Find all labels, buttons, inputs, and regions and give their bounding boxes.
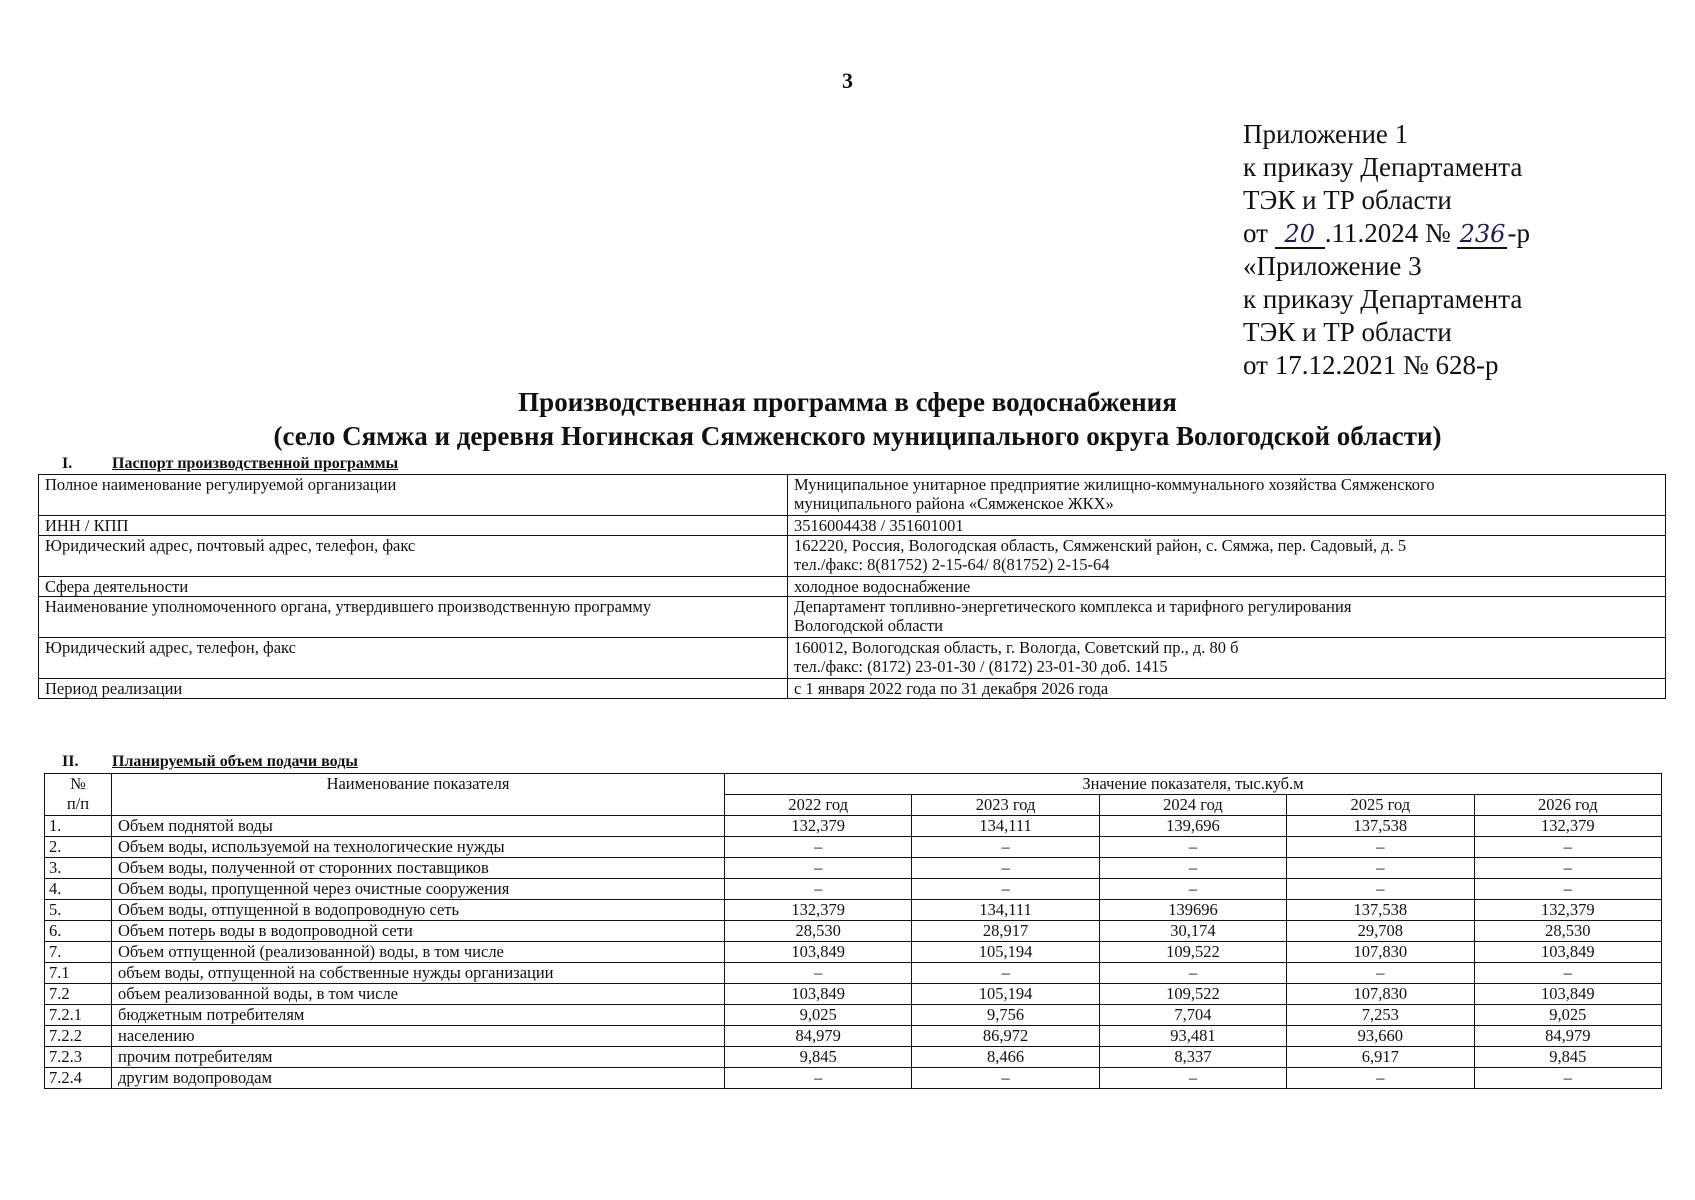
row-number: 7.2.1 <box>45 1005 112 1026</box>
indicator-value: – <box>1099 1068 1286 1089</box>
indicator-value: – <box>1099 963 1286 984</box>
indicator-value: 7,253 <box>1287 1005 1474 1026</box>
passport-row <box>39 516 1666 536</box>
passport-label: Полное наименование регулируемой организации <box>39 475 788 516</box>
indicator-value: – <box>725 837 912 858</box>
passport-row <box>39 679 1666 699</box>
indicator-value: – <box>725 963 912 984</box>
col-header-year: 2025 год <box>1287 795 1474 816</box>
indicator-value: – <box>725 858 912 879</box>
indicator-value: 30,174 <box>1099 921 1286 942</box>
passport-value <box>788 536 1666 577</box>
passport-row <box>39 577 1666 597</box>
handwritten-day: 20 <box>1275 221 1325 249</box>
passport-value <box>788 638 1666 679</box>
appendix-date-middle: .11.2024 № <box>1324 218 1451 248</box>
indicator-value: – <box>1474 879 1661 900</box>
section-title: Планируемый объем подачи воды <box>112 753 358 770</box>
table-row <box>45 1068 1662 1089</box>
indicator-value: 7,704 <box>1099 1005 1286 1026</box>
passport-value-line: Вологодской области <box>794 616 943 635</box>
passport-row <box>39 597 1666 638</box>
passport-label: Сфера деятельности <box>39 577 788 597</box>
indicator-name: бюджетным потребителям <box>112 1005 725 1026</box>
indicator-value: 137,538 <box>1287 816 1474 837</box>
indicator-value: 132,379 <box>725 816 912 837</box>
passport-value <box>788 475 1666 516</box>
indicator-value: – <box>1287 879 1474 900</box>
passport-label: Период реализации <box>39 679 788 699</box>
indicator-value: – <box>912 1068 1099 1089</box>
indicator-name: объем воды, отпущенной на собственные нужды организации <box>112 963 725 984</box>
passport-value <box>788 679 1666 699</box>
passport-value-line: 162220, Россия, Вологодская область, Сямженский район, с. Сямжа, пер. Садовый, д. 5 <box>794 536 1407 555</box>
row-number: 3. <box>45 858 112 879</box>
indicator-value: 139,696 <box>1099 816 1286 837</box>
indicator-value: 139696 <box>1099 900 1286 921</box>
indicator-value: 132,379 <box>1474 900 1661 921</box>
passport-label: Наименование уполномоченного органа, утвердившего производственную программу <box>39 597 788 638</box>
indicator-value: 86,972 <box>912 1026 1099 1047</box>
table-row <box>45 921 1662 942</box>
indicator-value: – <box>912 858 1099 879</box>
passport-value-line: тел./факс: 8(81752) 2-15-64/ 8(81752) 2-15-64 <box>794 555 1110 574</box>
table-row <box>45 900 1662 921</box>
appendix-line: к приказу Департамента <box>1243 152 1523 182</box>
indicator-value: – <box>1474 837 1661 858</box>
indicator-value: – <box>1099 858 1286 879</box>
row-number: 7.2.2 <box>45 1026 112 1047</box>
appendix-date-prefix: от <box>1243 218 1268 248</box>
appendix-line: ТЭК и ТР области <box>1243 185 1452 215</box>
row-number: 2. <box>45 837 112 858</box>
indicator-value: – <box>725 1068 912 1089</box>
passport-label: ИНН / КПП <box>39 516 788 536</box>
passport-value <box>788 577 1666 597</box>
indicator-name: Объем потерь воды в водопроводной сети <box>112 921 725 942</box>
indicator-name: Объем отпущенной (реализованной) воды, в том числе <box>112 942 725 963</box>
passport-label: Юридический адрес, почтовый адрес, телефон, факс <box>39 536 788 577</box>
indicator-value: 9,845 <box>725 1047 912 1068</box>
indicator-value: – <box>1287 1068 1474 1089</box>
indicator-value: 29,708 <box>1287 921 1474 942</box>
row-number: 7.1 <box>45 963 112 984</box>
indicator-value: 132,379 <box>725 900 912 921</box>
indicator-value: 107,830 <box>1287 984 1474 1005</box>
indicator-value: – <box>912 837 1099 858</box>
appendix-line: от 17.12.2021 № 628-р <box>1243 350 1499 380</box>
row-number: 6. <box>45 921 112 942</box>
indicator-value: 6,917 <box>1287 1047 1474 1068</box>
indicator-value: 103,849 <box>1474 984 1661 1005</box>
passport-value-line: тел./факс: (8172) 23-01-30 / (8172) 23-01-30 доб. 1415 <box>794 657 1168 676</box>
indicator-value: 134,111 <box>912 900 1099 921</box>
indicator-value: 93,481 <box>1099 1026 1286 1047</box>
col-header-year: 2026 год <box>1474 795 1661 816</box>
indicator-name: населению <box>112 1026 725 1047</box>
water-volume-table <box>44 773 1662 1089</box>
table-row <box>45 858 1662 879</box>
appendix-line: к приказу Департамента <box>1243 284 1523 314</box>
indicator-value: 103,849 <box>1474 942 1661 963</box>
indicator-value: – <box>1287 858 1474 879</box>
indicator-value: – <box>1287 837 1474 858</box>
indicator-value: – <box>1099 837 1286 858</box>
appendix-line: Приложение 1 <box>1243 119 1409 149</box>
table-row <box>45 963 1662 984</box>
indicator-value: 105,194 <box>912 942 1099 963</box>
title-line-2: (село Сямжа и деревня Ногинская Сямженского муниципального округа Вологодской области) <box>273 421 1442 451</box>
row-number: 4. <box>45 879 112 900</box>
section-number: II. <box>62 753 79 770</box>
indicator-value: 134,111 <box>912 816 1099 837</box>
appendix-line: ТЭК и ТР области <box>1243 317 1452 347</box>
section-title: Паспорт производственной программы <box>112 455 399 472</box>
col-header-year: 2024 год <box>1099 795 1286 816</box>
table-row <box>45 942 1662 963</box>
appendix-line: «Приложение 3 <box>1243 251 1422 281</box>
passport-value-line: холодное водоснабжение <box>794 577 971 596</box>
passport-value-line: муниципального района «Сямженское ЖКХ» <box>794 494 1114 513</box>
indicator-name: Объем воды, используемой на технологические нужды <box>112 837 725 858</box>
table-row <box>45 879 1662 900</box>
indicator-value: 8,337 <box>1099 1047 1286 1068</box>
indicator-value: 93,660 <box>1287 1026 1474 1047</box>
indicator-name: Объем воды, отпущенной в водопроводную сеть <box>112 900 725 921</box>
col-header-year: 2022 год <box>725 795 912 816</box>
passport-value-line: Департамент топливно-энергетического комплекса и тарифного регулирования <box>794 597 1352 616</box>
indicator-value: 28,530 <box>725 921 912 942</box>
indicator-value: 9,025 <box>725 1005 912 1026</box>
section-2-heading <box>62 753 358 771</box>
indicator-value: 109,522 <box>1099 942 1286 963</box>
indicator-value: 84,979 <box>725 1026 912 1047</box>
indicator-value: – <box>1287 963 1474 984</box>
indicator-value: 9,025 <box>1474 1005 1661 1026</box>
indicator-value: 9,845 <box>1474 1047 1661 1068</box>
title-line-1: Производственная программа в сфере водоснабжения <box>518 387 1177 417</box>
indicator-value: – <box>1474 858 1661 879</box>
page-number: 3 <box>842 68 853 93</box>
indicator-value: 9,756 <box>912 1005 1099 1026</box>
appendix-block <box>1243 118 1530 382</box>
indicator-value: – <box>1474 1068 1661 1089</box>
document-title <box>0 385 1695 453</box>
table-row <box>45 1047 1662 1068</box>
indicator-value: 84,979 <box>1474 1026 1661 1047</box>
indicator-value: 109,522 <box>1099 984 1286 1005</box>
indicator-value: 105,194 <box>912 984 1099 1005</box>
table-row <box>45 1026 1662 1047</box>
section-number: I. <box>62 455 73 472</box>
indicator-value: 132,379 <box>1474 816 1661 837</box>
row-number: 7.2.3 <box>45 1047 112 1068</box>
col-header-value-group: Значение показателя, тыс.куб.м <box>725 774 1662 795</box>
row-number: 7.2.4 <box>45 1068 112 1089</box>
indicator-value: 28,530 <box>1474 921 1661 942</box>
indicator-value: – <box>1474 963 1661 984</box>
passport-value-line: Муниципальное унитарное предприятие жилищно-коммунального хозяйства Сямженского <box>794 475 1435 494</box>
appendix-date-line <box>1243 217 1530 250</box>
indicator-value: 107,830 <box>1287 942 1474 963</box>
passport-row <box>39 638 1666 679</box>
passport-value-line: 160012, Вологодская область, г. Вологда, Советский пр., д. 80 б <box>794 638 1239 657</box>
col-header-year: 2023 год <box>912 795 1099 816</box>
table-row <box>45 816 1662 837</box>
table-row <box>45 837 1662 858</box>
row-number: 7.2 <box>45 984 112 1005</box>
indicator-value: – <box>912 963 1099 984</box>
indicator-name: Объем поднятой воды <box>112 816 725 837</box>
indicator-value: – <box>912 879 1099 900</box>
col-header-num-line: п/п <box>66 794 90 813</box>
indicator-name: объем реализованной воды, в том числе <box>112 984 725 1005</box>
indicator-name: Объем воды, полученной от сторонних поставщиков <box>112 858 725 879</box>
appendix-date-suffix: -р <box>1507 218 1530 248</box>
row-number: 1. <box>45 816 112 837</box>
passport-row <box>39 536 1666 577</box>
col-header-name: Наименование показателя <box>112 774 725 816</box>
passport-value-line: с 1 января 2022 года по 31 декабря 2026 года <box>794 679 1109 698</box>
indicator-value: – <box>725 879 912 900</box>
passport-value-line: 3516004438 / 351601001 <box>794 516 964 535</box>
col-header-num <box>45 774 112 816</box>
passport-table <box>38 474 1666 699</box>
col-header-num-line: № <box>70 774 86 793</box>
indicator-value: – <box>1099 879 1286 900</box>
section-1-heading <box>62 455 398 473</box>
indicator-value: 103,849 <box>725 942 912 963</box>
indicator-name: прочим потребителям <box>112 1047 725 1068</box>
row-number: 5. <box>45 900 112 921</box>
passport-value <box>788 597 1666 638</box>
passport-row <box>39 475 1666 516</box>
indicator-value: 137,538 <box>1287 900 1474 921</box>
table-row <box>45 984 1662 1005</box>
row-number: 7. <box>45 942 112 963</box>
passport-label: Юридический адрес, телефон, факс <box>39 638 788 679</box>
passport-value <box>788 516 1666 536</box>
handwritten-order-number: 236 <box>1457 221 1507 249</box>
indicator-value: 103,849 <box>725 984 912 1005</box>
indicator-name: другим водопроводам <box>112 1068 725 1089</box>
indicator-name: Объем воды, пропущенной через очистные сооружения <box>112 879 725 900</box>
table-row <box>45 1005 1662 1026</box>
indicator-value: 28,917 <box>912 921 1099 942</box>
indicator-value: 8,466 <box>912 1047 1099 1068</box>
